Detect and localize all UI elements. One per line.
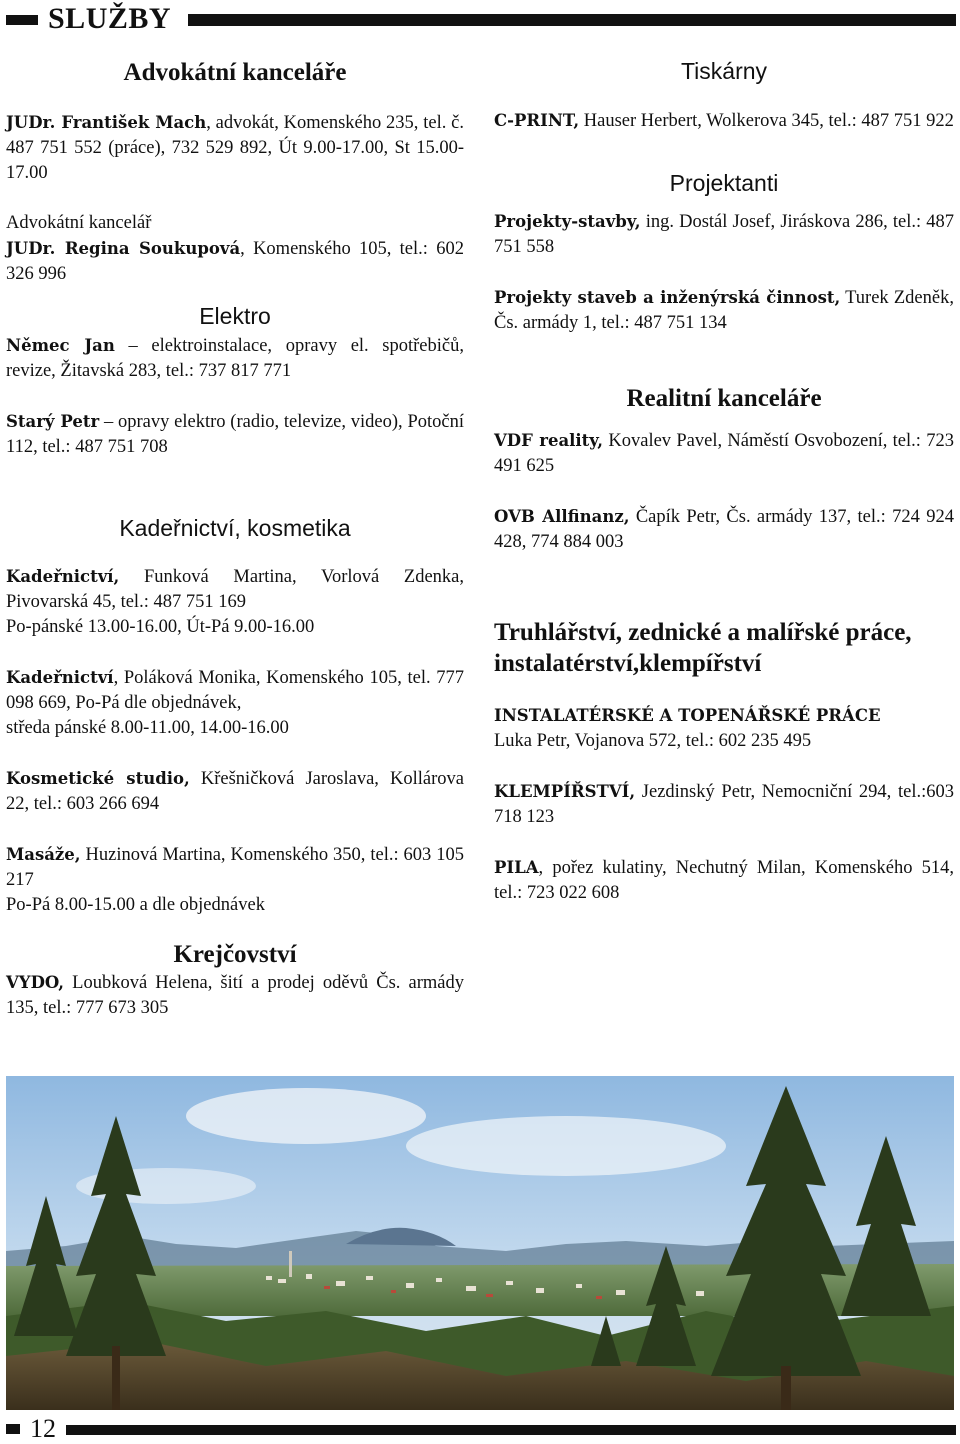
right-column: [494, 58, 954, 906]
entry-name: KLEMPÍŘSTVÍ,: [494, 782, 636, 802]
left-column: [6, 58, 464, 1021]
entry-text: Huzinová Martina, Komenského 350, tel.: 603 105 217: [6, 845, 464, 891]
section-title-krejcovstvi: Krejčovství: [173, 941, 297, 969]
section-title-tiskarny: Tiskárny: [680, 58, 768, 84]
entry-hours: středa pánské 8.00-11.00, 14.00-16.00: [6, 718, 289, 739]
entry-name: OVB Allfinanz,: [494, 507, 630, 527]
entry-text: , Poláková Monika, Komenského 105, tel. 777 098 669, Po-Pá dle objednávek,: [6, 668, 464, 714]
entry-name: Kadeřnictví: [6, 668, 114, 688]
entry-text: Loubková Helena, šití a prodej oděvů Čs. armády 135, tel.: 777 673 305: [6, 973, 464, 1019]
entry-name: Projekty-stavby,: [494, 212, 641, 232]
section-title-kadernictvi: Kadeřnictví, kosmetika: [119, 514, 351, 541]
entry-text: , advokát, Komenského 235, tel. č. 487 751 552 (práce), 732 529 892, Út 9.00-17.00, St 15.00-17.00: [6, 113, 464, 183]
entry-name: INSTALATÉRSKÉ A TOPENÁŘSKÉ PRÁCE: [494, 706, 881, 726]
entry-text: ing. Dostál Josef, Jiráskova 286, tel.: 487 751 558: [494, 212, 954, 258]
entry-text: , Komenského 105, tel.: 602 326 996: [6, 239, 464, 284]
section-title-elektro: Elektro: [199, 303, 271, 329]
entry-prefix: Advokátní kancelář: [6, 213, 152, 233]
landscape-photo: [6, 1076, 954, 1410]
section-title-realitni: Realitní kanceláře: [626, 385, 822, 413]
entry-luka: [494, 703, 954, 754]
entry-funkova: [6, 564, 464, 640]
entry-nemec: [6, 333, 464, 384]
entry-name: JUDr. Regina Soukupová: [6, 239, 241, 258]
entry-huzinova: [6, 842, 464, 918]
entry-text: Čapík Petr, Čs. armády 137, tel.: 724 924 428, 774 884 003: [494, 507, 954, 553]
entry-pila: [494, 855, 954, 906]
entry-stary: [6, 409, 464, 460]
entry-text: Luka Petr, Vojanova 572, tel.: 602 235 495: [494, 731, 812, 752]
entry-name: Kadeřnictví,: [6, 567, 120, 587]
entry-text: – elektroinstalace, opravy el. spotřebičů, revize, Žitavská 283, tel.: 737 817 771: [6, 335, 464, 381]
entry-name: PILA: [494, 858, 539, 878]
section-title-projektanti: Projektanti: [669, 169, 779, 196]
entry-turek: [494, 285, 954, 336]
entry-name: Němec Jan: [6, 335, 115, 355]
entry-name: C-PRINT,: [494, 110, 580, 130]
entry-kresnickova: [6, 766, 464, 817]
entry-hours: Po-Pá 8.00-15.00 a dle objednávek: [6, 895, 265, 916]
entry-polakova: [6, 665, 464, 741]
page-title: SLUŽBY: [48, 2, 172, 35]
section-title-truhlarstvi: Truhlářství, zednické a malířské práce, instalatérství,klempířství: [494, 619, 912, 678]
entry-name: Masáže,: [6, 845, 81, 865]
entry-name: Starý Petr: [6, 411, 100, 431]
footer-right-bar: [66, 1425, 956, 1435]
entry-jezdinsky: [494, 779, 954, 830]
entry-text: Kovalev Pavel, Náměstí Osvobození, tel.: 723 491 625: [494, 431, 954, 477]
header-left-bar: [6, 15, 38, 25]
entry-text: Jezdinský Petr, Nemocniční 294, tel.:603 718 123: [494, 782, 954, 828]
entry-hours: Po-pánské 13.00-16.00, Út-Pá 9.00-16.00: [6, 617, 315, 638]
entry-vydo: [6, 970, 464, 1021]
entry-soukupova: [6, 211, 464, 287]
entry-ovb: [494, 504, 954, 555]
footer-left-bar: [6, 1424, 20, 1434]
entry-text: Křešničková Jaroslava, Kollárova 22, tel.: 603 266 694: [6, 769, 464, 815]
entry-text: Hauser Herbert, Wolkerova 345, tel.: 487 751 922: [579, 110, 954, 131]
page-footer: [0, 1416, 960, 1442]
entry-name: JUDr. František Mach: [6, 113, 207, 132]
entry-name: Projekty staveb a inženýrská činnost,: [494, 288, 841, 308]
page-number: 12: [30, 1414, 56, 1443]
header-right-bar: [188, 14, 956, 26]
entry-text: , pořez kulatiny, Nechutný Milan, Komenského 514, tel.: 723 022 608: [494, 858, 954, 904]
entry-name: Kosmetické studio,: [6, 769, 190, 789]
entry-text: – opravy elektro (radio, televize, video), Potoční 112, tel.: 487 751 708: [6, 411, 464, 457]
entry-vdf: [494, 428, 954, 479]
page-header: [0, 0, 960, 40]
section-title-advokatni: Advokátní kanceláře: [123, 59, 347, 86]
entry-name: VYDO,: [6, 973, 65, 993]
entry-cprint: [494, 108, 954, 134]
entry-name: VDF reality,: [494, 431, 604, 451]
entry-mach: [6, 110, 464, 186]
entry-dostal: [494, 209, 954, 260]
entry-text: Funková Martina, Vorlová Zdenka, Pivovarská 45, tel.: 487 751 169: [6, 567, 464, 613]
entry-text: Turek Zdeněk, Čs. armády 1, tel.: 487 751 134: [494, 288, 954, 334]
